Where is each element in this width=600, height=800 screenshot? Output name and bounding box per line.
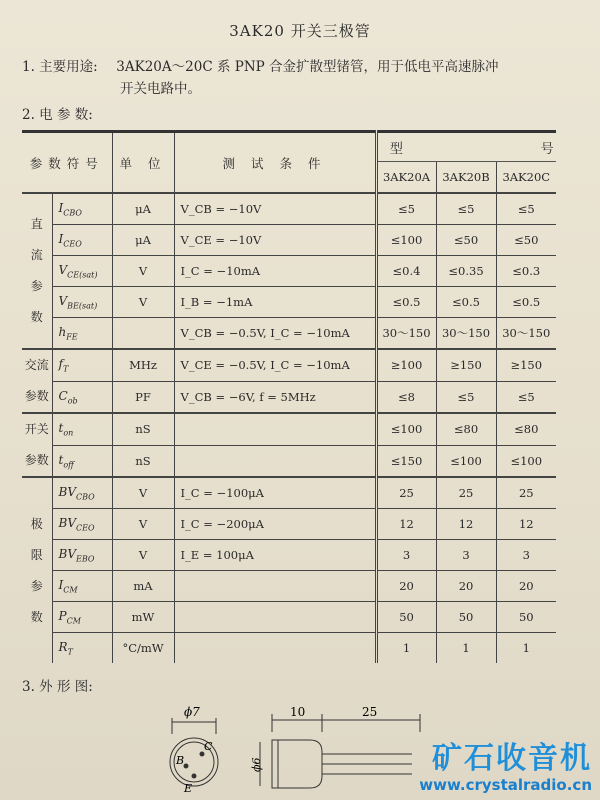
value-3ak20b: 3 <box>436 540 496 571</box>
dim-label-len2: 25 <box>362 705 378 719</box>
table-row <box>22 381 556 413</box>
value-3ak20a: ≤100 <box>376 413 436 445</box>
outline-drawing <box>150 700 430 800</box>
group-label-dc: 直 流 参 数 <box>22 193 52 349</box>
param-unit: PF <box>112 381 174 413</box>
value-3ak20a: 50 <box>376 602 436 633</box>
table-row <box>22 225 556 256</box>
watermark-url: www.crystalradio.cn <box>419 776 592 794</box>
dim-label-dia: ϕ7 <box>184 705 200 719</box>
param-symbol: $V_{CE(sat)}$ <box>52 256 112 287</box>
value-3ak20b: 20 <box>436 571 496 602</box>
value-3ak20c: 20 <box>496 571 556 602</box>
header-model-type: 型 <box>389 141 403 157</box>
value-3ak20b: ≤50 <box>436 225 496 256</box>
test-condition: I_C = −100μA <box>180 486 264 500</box>
table-row <box>22 540 556 571</box>
value-3ak20a: ≤0.5 <box>376 287 436 318</box>
param-symbol: $P_{CM}$ <box>52 602 112 633</box>
table-row <box>22 256 556 287</box>
section2-label: 2. 电 参 数: <box>22 107 93 123</box>
value-3ak20c: ≤100 <box>496 445 556 477</box>
param-unit: V <box>112 509 174 540</box>
param-symbol: $I_{CEO}$ <box>52 225 112 256</box>
param-symbol: $t_{off}$ <box>52 445 112 477</box>
value-3ak20c: ≤50 <box>496 225 556 256</box>
table-row <box>22 445 556 477</box>
table-row <box>22 477 556 509</box>
param-symbol: $I_{CBO}$ <box>52 193 112 225</box>
value-3ak20b: ≤5 <box>436 381 496 413</box>
value-3ak20a: 1 <box>376 633 436 664</box>
value-3ak20c: ≤0.3 <box>496 256 556 287</box>
value-3ak20b: ≤100 <box>436 445 496 477</box>
header-param-symbol: 参数符号 <box>22 132 112 194</box>
value-3ak20c: 12 <box>496 509 556 540</box>
value-3ak20b: 12 <box>436 509 496 540</box>
value-3ak20b: 50 <box>436 602 496 633</box>
value-3ak20b: 1 <box>436 633 496 664</box>
test-condition: V_CB = −0.5V, I_C = −10mA <box>180 326 350 340</box>
table-row <box>22 413 556 445</box>
test-condition: V_CE = −10V <box>180 233 262 247</box>
test-condition: V_CE = −0.5V, I_C = −10mA <box>180 358 350 373</box>
group-label-sw: 开关 参数 <box>22 413 52 477</box>
table-body <box>22 193 556 663</box>
param-unit: MHz <box>112 349 174 381</box>
dim-label-lead-dia: ϕ6 <box>250 757 263 772</box>
value-3ak20b: ≤5 <box>436 193 496 225</box>
param-unit <box>112 318 174 350</box>
header-test-conditions: 测 试 条 件 <box>174 132 376 194</box>
value-3ak20a: ≤0.4 <box>376 256 436 287</box>
param-unit: V <box>112 256 174 287</box>
group-label-lim: 极 限 参 数 <box>22 477 52 663</box>
param-unit: μA <box>112 225 174 256</box>
section1-text-line1: 3AK20A～20C 系 PNP 合金扩散型锗管，用于低电平高速脉冲 <box>116 59 499 75</box>
section-main-use <box>22 56 582 100</box>
value-3ak20a: 25 <box>376 477 436 509</box>
test-condition: I_C = −10mA <box>180 264 261 278</box>
table-row <box>22 509 556 540</box>
value-3ak20c: ≤5 <box>496 193 556 225</box>
param-unit: nS <box>112 445 174 477</box>
watermark <box>419 742 592 794</box>
header-model <box>376 132 556 162</box>
param-symbol: $C_{ob}$ <box>52 381 112 413</box>
value-3ak20a: 30～150 <box>376 318 436 350</box>
value-3ak20b: 30～150 <box>436 318 496 350</box>
param-unit: V <box>112 540 174 571</box>
param-symbol: $h_{FE}$ <box>52 318 112 350</box>
section1-text-line2: 开关电路中。 <box>120 81 201 97</box>
table-row <box>22 193 556 225</box>
param-unit: nS <box>112 413 174 445</box>
table-row <box>22 571 556 602</box>
param-symbol: $f_T$ <box>52 349 112 381</box>
param-symbol: $t_{on}$ <box>52 413 112 445</box>
value-3ak20c: ≤80 <box>496 413 556 445</box>
param-unit: mW <box>112 602 174 633</box>
param-symbol: $R_T$ <box>52 633 112 664</box>
param-symbol: $V_{BE(sat)}$ <box>52 287 112 318</box>
value-3ak20a: 12 <box>376 509 436 540</box>
value-3ak20c: ≤5 <box>496 381 556 413</box>
section3-label: 3. 外 形 图: <box>22 679 93 695</box>
value-3ak20c: 25 <box>496 477 556 509</box>
param-symbol: $BV_{CBO}$ <box>52 477 112 509</box>
section1-label: 1. 主要用途: <box>22 59 98 75</box>
test-condition: I_C = −200μA <box>180 517 264 531</box>
pin-label-c: C <box>204 740 213 753</box>
electrical-parameters-table <box>22 130 556 663</box>
value-3ak20a: ≤5 <box>376 193 436 225</box>
document-title: 3AK20 开关三极管 <box>229 22 371 40</box>
value-3ak20b: ≤0.5 <box>436 287 496 318</box>
test-condition: I_E = 100μA <box>180 548 254 562</box>
value-3ak20a: ≤100 <box>376 225 436 256</box>
param-symbol: $I_{CM}$ <box>52 571 112 602</box>
group-label-ac: 交流 参数 <box>22 349 52 413</box>
header-model-num: 号 <box>540 141 554 157</box>
param-unit: °C/mW <box>112 633 174 664</box>
header-unit: 单 位 <box>112 132 174 194</box>
param-unit: μA <box>112 193 174 225</box>
test-condition: V_CB = −10V <box>180 202 262 216</box>
test-condition: I_B = −1mA <box>180 295 253 309</box>
header-model-a: 3AK20A <box>376 162 436 194</box>
test-condition: V_CB = −6V, f = 5MHz <box>180 389 316 404</box>
dim-label-len1: 10 <box>290 705 306 719</box>
value-3ak20c: 3 <box>496 540 556 571</box>
header-model-c: 3AK20C <box>496 162 556 194</box>
param-unit: V <box>112 477 174 509</box>
value-3ak20c: ≥150 <box>496 349 556 381</box>
param-unit: mA <box>112 571 174 602</box>
pin-label-e: E <box>184 782 193 795</box>
table-row <box>22 602 556 633</box>
param-symbol: $BV_{EBO}$ <box>52 540 112 571</box>
value-3ak20c: 1 <box>496 633 556 664</box>
value-3ak20b: ≥150 <box>436 349 496 381</box>
value-3ak20a: 3 <box>376 540 436 571</box>
value-3ak20a: ≥100 <box>376 349 436 381</box>
value-3ak20b: ≤80 <box>436 413 496 445</box>
value-3ak20a: ≤150 <box>376 445 436 477</box>
value-3ak20b: ≤0.35 <box>436 256 496 287</box>
header-model-b: 3AK20B <box>436 162 496 194</box>
value-3ak20c: ≤0.5 <box>496 287 556 318</box>
value-3ak20c: 30～150 <box>496 318 556 350</box>
pin-label-b: B <box>176 754 185 767</box>
param-symbol: $BV_{CEO}$ <box>52 509 112 540</box>
table-header-row <box>22 132 556 162</box>
watermark-title: 矿石收音机 <box>432 741 592 776</box>
table-row <box>22 287 556 318</box>
table-row <box>22 318 556 350</box>
param-unit: V <box>112 287 174 318</box>
value-3ak20a: ≤8 <box>376 381 436 413</box>
value-3ak20a: 20 <box>376 571 436 602</box>
value-3ak20b: 25 <box>436 477 496 509</box>
table-row <box>22 349 556 381</box>
table-row <box>22 633 556 664</box>
side-view-body <box>272 740 322 788</box>
value-3ak20c: 50 <box>496 602 556 633</box>
